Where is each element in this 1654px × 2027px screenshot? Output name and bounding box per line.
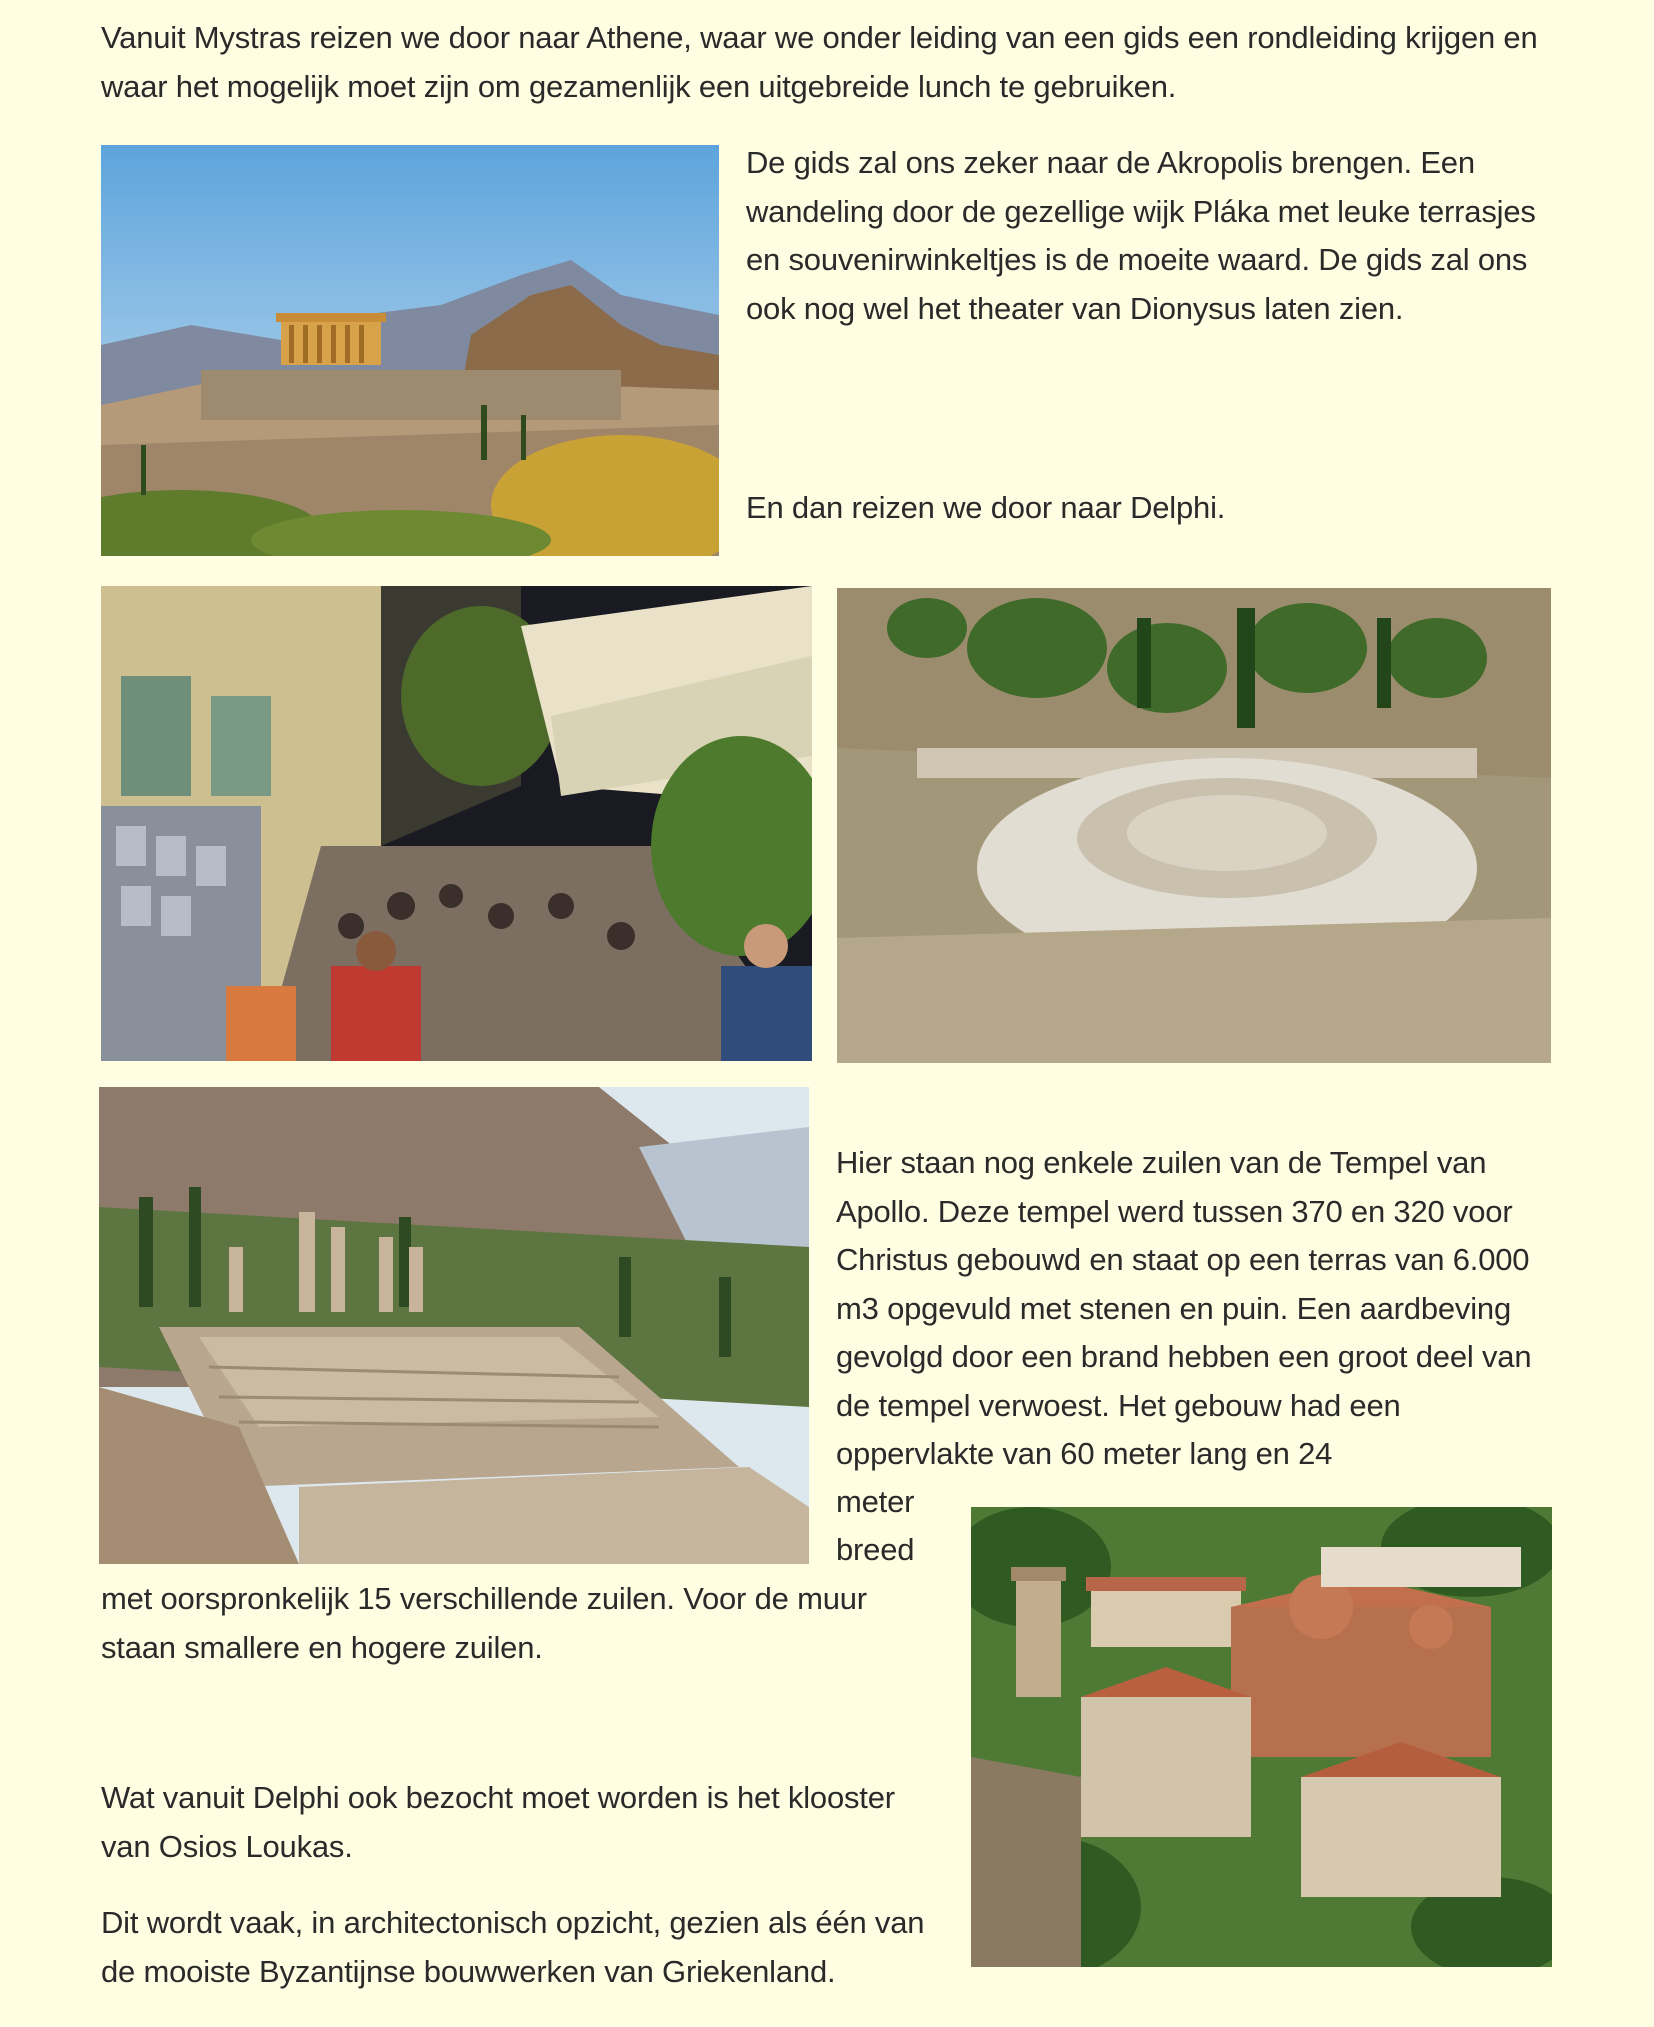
dionysus-theater-photo bbox=[837, 588, 1551, 1063]
loukas-paragraph: Wat vanuit Delphi ook bezocht moet worden is het klooster van Osios Loukas. bbox=[101, 1780, 895, 1864]
apollo-temple-photo bbox=[99, 1087, 809, 1564]
intro-paragraph: Vanuit Mystras reizen we door naar Athene, waar we onder leiding van een gids een rondleiding krijgen en waar het mogelijk moet zijn om gezamenlijk een uitgebreide lunch te gebruiken. bbox=[101, 20, 1538, 104]
byzantine-paragraph: Dit wordt vaak, in architectonisch opzicht, gezien als één van de mooiste Byzantijnse bouwwerken van Griekenland. bbox=[101, 1905, 925, 1989]
osios-loukas-photo bbox=[971, 1507, 1552, 1967]
apollo-word-meter: meter bbox=[836, 1484, 915, 1519]
plaka-street-photo bbox=[101, 586, 812, 1061]
apollo-paragraph-continued: met oorspronkelijk 15 verschillende zuilen. Voor de muur staan smallere en hogere zuilen. bbox=[101, 1581, 867, 1665]
acropolis-photo bbox=[101, 145, 719, 556]
apollo-word-breed: breed bbox=[836, 1532, 915, 1567]
akropolis-paragraph: De gids zal ons zeker naar de Akropolis brengen. Een wandeling door de gezellige wijk Pláka met leuke terrasjes en souvenirwinkeltjes is de moeite waard. De gids zal ons ook nog wel het theater van Dionysus laten zien. bbox=[746, 145, 1536, 326]
delphi-sentence: En dan reizen we door naar Delphi. bbox=[746, 490, 1226, 525]
apollo-paragraph: Hier staan nog enkele zuilen van de Tempel van Apollo. Deze tempel werd tussen 370 en 320 voor Christus gebouwd en staat op een terras van 6.000 m3 opgevuld met stenen en puin. Een aardbeving gevolgd door een brand hebben een groot deel van de tempel verwoest. Het gebouw had een oppervlakte van 60 meter lang en 24 bbox=[836, 1145, 1532, 1471]
